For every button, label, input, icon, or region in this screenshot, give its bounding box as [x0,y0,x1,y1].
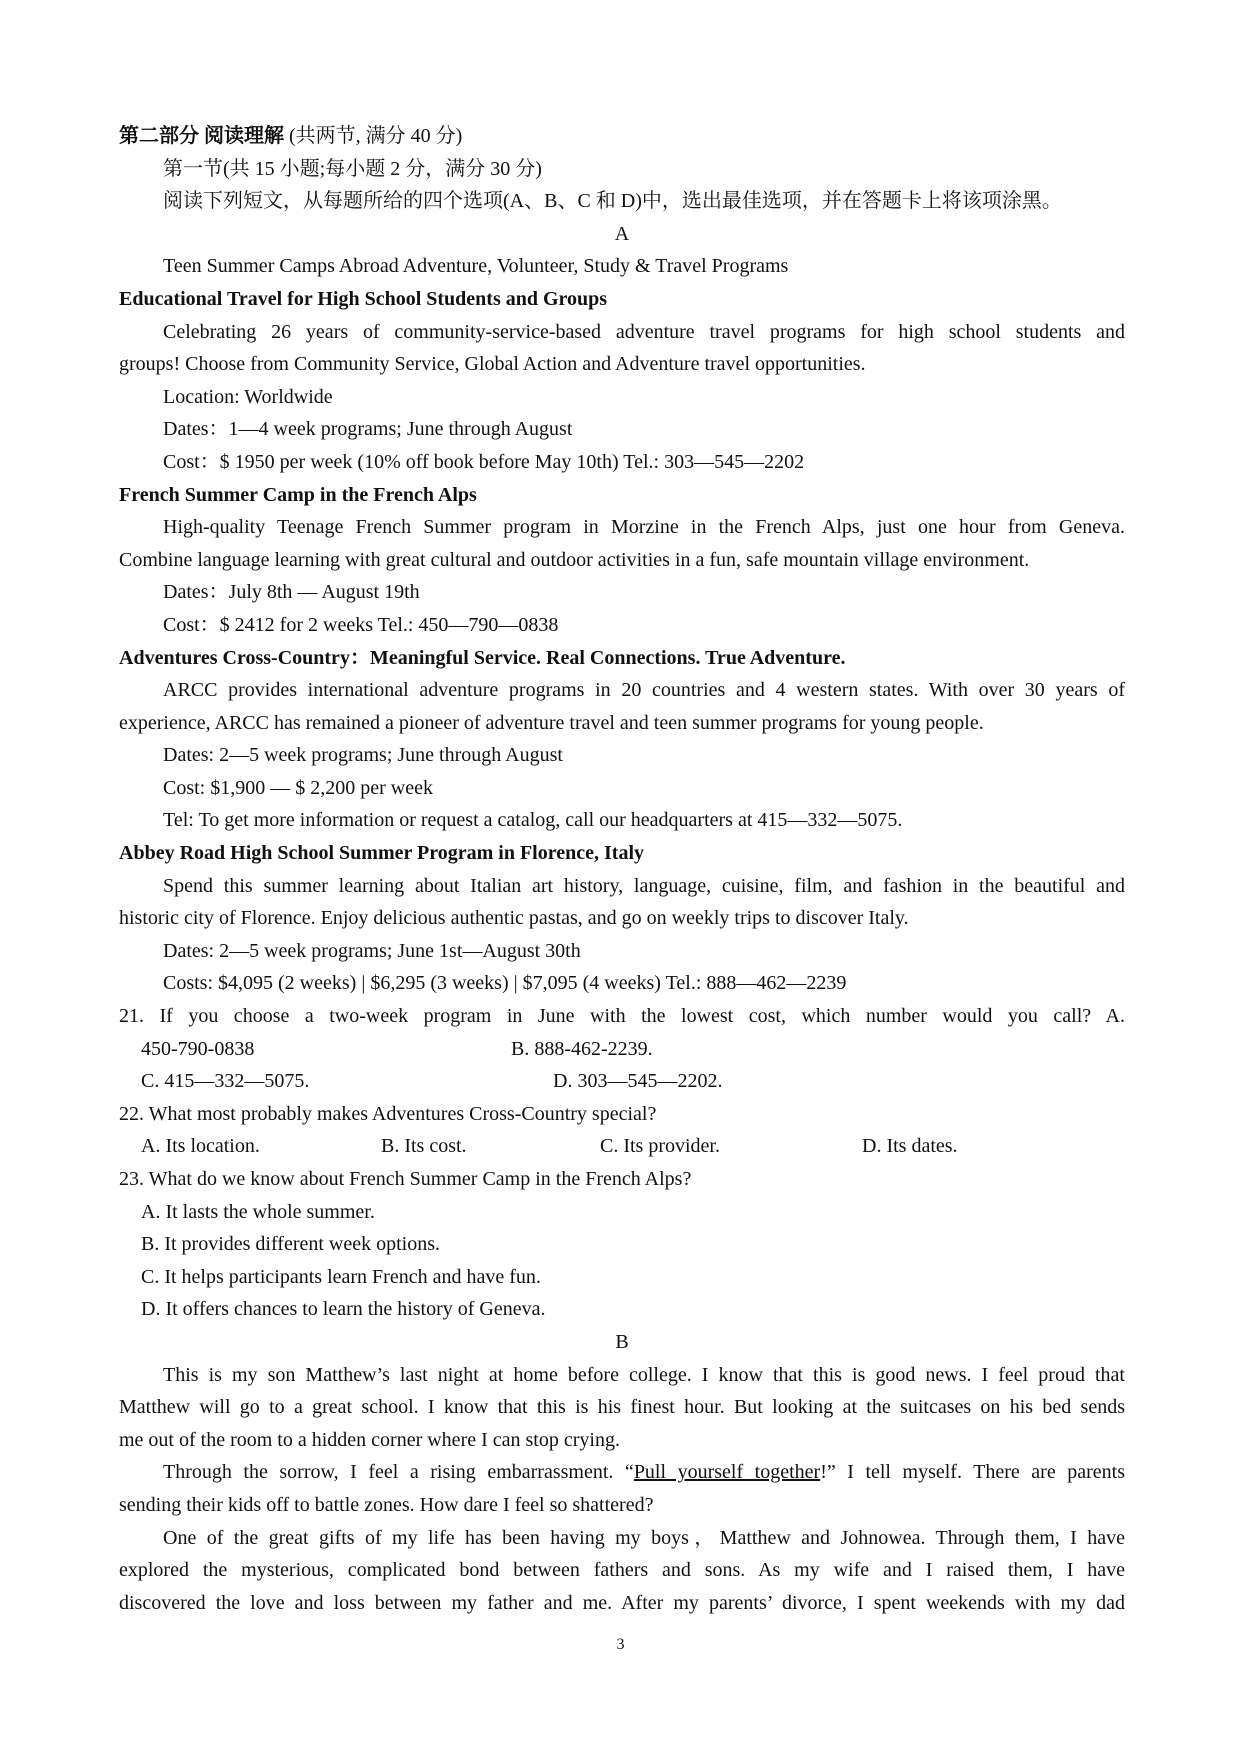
ad-dates: Dates：July 8th — August 19th [163,581,420,604]
passage-b-line: One of the great gifts of my life has been having my boys，Matthew and Johnowea. Through them, I have [163,1526,1125,1549]
question-21-options-row-2 [119,1065,1125,1098]
question-21-stem: 21. If you choose a two-week program in June with the lowest cost, which number would you call? A. [119,1005,1125,1028]
ad-description: experience, ARCC has remained a pioneer of adventure travel and teen summer programs for young people. [119,711,984,734]
option-c: C. It helps participants learn French and have fun. [141,1265,541,1288]
option-a: 450-790-0838 [141,1037,255,1060]
section-title-note: (共两节, 满分 40 分) [284,125,463,147]
ad-description: Combine language learning with great cultural and outdoor activities in a fun, safe mountain village environment. [119,548,1030,571]
question-23-stem: 23. What do we know about French Summer Camp in the French Alps? [119,1168,692,1190]
passage-b-line: explored the mysterious, complicated bond between fathers and sons. As my wife and I raised them, I have [119,1559,1125,1582]
option-d: D. It offers chances to learn the history of Geneva. [141,1298,546,1321]
option-c: C. Its provider. [600,1135,720,1158]
ad-dates: Dates: 2—5 week programs; June through August [163,744,563,767]
ad-cost: Cost：$ 1950 per week (10% off book before May 10th) Tel.: 303—545—2202 [163,450,805,473]
question-22-options [119,1130,1125,1163]
option-a: A. Its location. [141,1135,260,1158]
option-b: B. It provides different week options. [141,1233,441,1256]
underlined-phrase: Pull yourself together [633,1461,821,1484]
instruction-text: 阅读下列短文，从每题所给的四个选项(A、B、C 和 D)中，选出最佳选项，并在答题卡上将该项涂黑。 [163,190,1062,213]
ad-title: French Summer Camp in the French Alps [119,483,477,506]
ad-description: groups! Choose from Community Service, Global Action and Adventure travel opportunities. [119,353,866,376]
ad-title: Educational Travel for High School Students and Groups [119,287,608,310]
ad-cost: Cost: $1,900 — $ 2,200 per week [163,776,433,799]
option-b: B. Its cost. [381,1135,467,1158]
section-title: 第二部分 阅读理解 [119,125,284,147]
ad-description: ARCC provides international adventure programs in 20 countries and 4 western states. With over 30 years of [163,679,1125,702]
ad-description: Spend this summer learning about Italian art history, language, cuisine, film, and fashion in the beautiful and [163,874,1125,897]
option-c: C. 415—332—5075. [141,1070,310,1093]
ad-description: historic city of Florence. Enjoy delicious authentic pastas, and go on weekly trips to discover Italy. [119,907,909,930]
question-22-stem: 22. What most probably makes Adventures Cross-Country special? [119,1102,657,1125]
ad-description: High-quality Teenage French Summer program in Morzine in the French Alps, just one hour from Geneva. [163,516,1125,539]
option-d: D. 303—545—2202. [553,1070,723,1093]
ad-title: Abbey Road High School Summer Program in Florence, Italy [119,842,644,865]
passage-b-text: !” I tell myself. There are parents [820,1461,1125,1484]
page-content [119,120,1125,1619]
ad-location: Location: Worldwide [163,385,333,408]
section-heading [119,120,1125,153]
passage-b-line [119,1456,1125,1489]
ad-tel: Tel: To get more information or request a catalog, call our headquarters at 415—332—5075. [163,809,903,832]
passage-b-line: This is my son Matthew’s last night at home before college. I know that this is good news. I feel proud that [163,1363,1125,1386]
option-b: B. 888-462-2239. [511,1037,653,1060]
passage-a-letter: A [614,222,630,245]
ad-cost: Cost：$ 2412 for 2 weeks Tel.: 450—790—0838 [163,613,559,636]
ad-title: Adventures Cross-Country：Meaningful Service. Real Connections. True Adventure. [119,646,846,669]
option-d: D. Its dates. [862,1135,958,1158]
ad-description: Celebrating 26 years of community-service-based adventure travel programs for high school students and [163,320,1125,343]
ad-cost: Costs: $4,095 (2 weeks) | $6,295 (3 weeks) | $7,095 (4 weeks) Tel.: 888—462—2239 [163,972,847,995]
passage-a-intro: Teen Summer Camps Abroad Adventure, Volunteer, Study & Travel Programs [163,255,789,278]
passage-b-line: discovered the love and loss between my father and me. After my parents’ divorce, I spent weekends with my dad [119,1591,1125,1614]
passage-b-line: sending their kids off to battle zones. How dare I feel so shattered? [119,1493,654,1516]
ad-dates: Dates：1—4 week programs; June through August [163,418,573,441]
passage-b-line: me out of the room to a hidden corner where I can stop crying. [119,1428,620,1451]
passage-b-line: Matthew will go to a great school. I know that this is his finest hour. But looking at the suitcases on his bed sends [119,1396,1125,1419]
option-a: A. It lasts the whole summer. [141,1200,375,1223]
passage-b-letter: B [615,1330,629,1353]
page-number: 3 [616,1636,625,1653]
passage-b-text: Through the sorrow, I feel a rising embarrassment. “ [163,1461,634,1484]
question-21-options-row-1 [119,1033,1125,1066]
subsection-heading: 第一节(共 15 小题;每小题 2 分，满分 30 分) [163,157,542,180]
ad-dates: Dates: 2—5 week programs; June 1st—August 30th [163,939,581,962]
